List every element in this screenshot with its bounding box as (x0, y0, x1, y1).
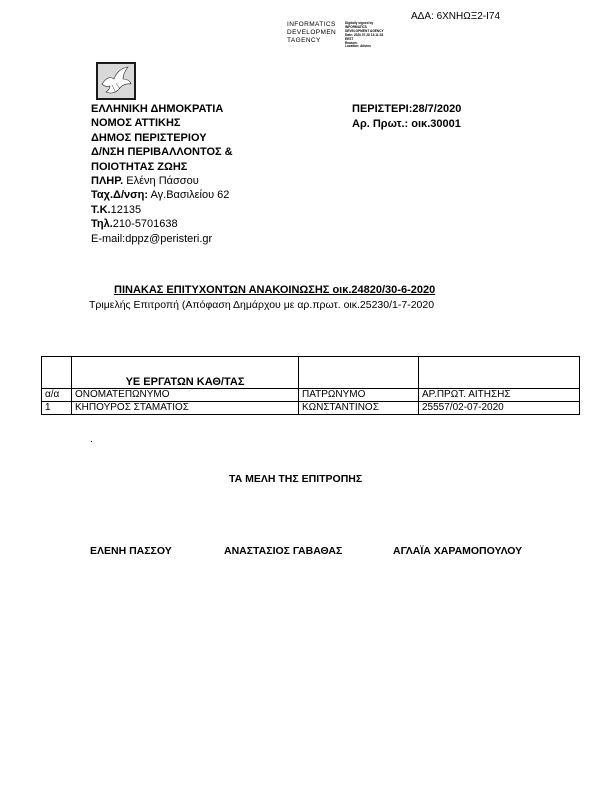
document-subtitle: Τριμελής Επιτροπή (Απόφαση Δημάρχου με αρ.πρωτ. οικ.25230/1-7-2020 (89, 299, 435, 311)
contact-postcode: Τ.Κ.12135 (91, 203, 142, 216)
successful-candidates-table (41, 356, 580, 415)
document-title: ΠΙΝΑΚΑΣ ΕΠΙΤΥΧΟΝΤΩΝ ΑΝΑΚΟΙΝΩΣΗΣ οικ.24820/30-6-2020 (114, 284, 436, 296)
place-date: ΠΕΡΙΣΤΕΡΙ:28/7/2020 (352, 103, 462, 115)
table-header-row (42, 389, 580, 402)
cell-application-number: 25557/02-07-2020 (419, 402, 580, 415)
greek-republic-emblem-icon (96, 62, 136, 100)
issuing-authority-header: ΕΛΛΗΝΙΚΗ ΔΗΜΟΚΡΑΤΙΑ ΝΟΜΟΣ ΑΤΤΙΚΗΣ ΔΗΜΟΣ ΠΕΡΙΣΤΕΡΙΟΥ Δ/ΝΣΗ ΠΕΡΙΒΑΛΛΟΝΤΟΣ & ΠΟΙΟΤΗΤΑΣ ΖΩΗΣ ΠΛΗΡ. Ελένη Πάσσου Ταχ.Δ/νση: Αγ.Βασιλείου 62 Τ.Κ.12135 Τηλ.210-5701638 E-mail:dppz@peristeri.gr (91, 103, 233, 245)
col-header-index: α/α (42, 389, 72, 402)
contact-phone: Τηλ.210-5701638 (91, 218, 178, 231)
date-protocol-block (352, 102, 461, 132)
job-category-label: ΥΕ ΕΡΓΑΤΩΝ ΚΑΘ/ΤΑΣ (72, 357, 299, 389)
ada-code: ΑΔΑ: 6ΧΝΗΩΞ2-Ι74 (411, 11, 501, 22)
cell-index: 1 (42, 402, 72, 415)
contact-email: E-mail:dppz@peristeri.gr (91, 232, 213, 245)
table-row (42, 402, 580, 415)
cell-full-name: ΚΗΠΟΥΡΟΣ ΣΤΑΜΑΤΙΟΣ (72, 402, 299, 415)
col-header-fathers-name: ΠΑΤΡΩΝΥΜΟ (299, 389, 419, 402)
committee-members-title: ΤΑ ΜΕΛΗ ΤΗΣ ΕΠΙΤΡΟΠΗΣ (229, 473, 363, 485)
col-header-application-number: ΑΡ.ΠΡΩΤ. ΑΙΤΗΣΗΣ (419, 389, 580, 402)
signer-name: INFORMATICS DEVELOPMEN TAGENCY (287, 21, 337, 44)
col-header-full-name: ΟΝΟΜΑΤΕΠΩΝΥΜΟ (72, 389, 299, 402)
signature-details: Digitally signed by INFORMATICS DEVELOPMENT AGENCY Date: 2020.07.28 13:11:33 EEST Reason: Location: Athens (345, 21, 384, 49)
protocol-number: Αρ. Πρωτ.: οικ.30001 (352, 118, 461, 130)
contact-address: Ταχ.Δ/νση: Αγ.Βασιλείου 62 (91, 189, 230, 202)
table-category-row (42, 357, 580, 389)
committee-member-2: ΑΝΑΣΤΑΣΙΟΣ ΓΑΒΑΘΑΣ (224, 545, 343, 557)
digital-signature-stamp (287, 21, 407, 57)
cell-fathers-name: ΚΩΝΣΤΑΝΤΙΝΟΣ (299, 402, 419, 415)
stray-dot: . (90, 434, 93, 445)
contact-person: ΠΛΗΡ. Ελένη Πάσσου (91, 175, 199, 188)
committee-member-1: ΕΛΕΝΗ ΠΑΣΣΟΥ (90, 545, 172, 557)
committee-member-3: ΑΓΛΑΪΑ ΧΑΡΑΜΟΠΟΥΛΟΥ (393, 545, 523, 557)
